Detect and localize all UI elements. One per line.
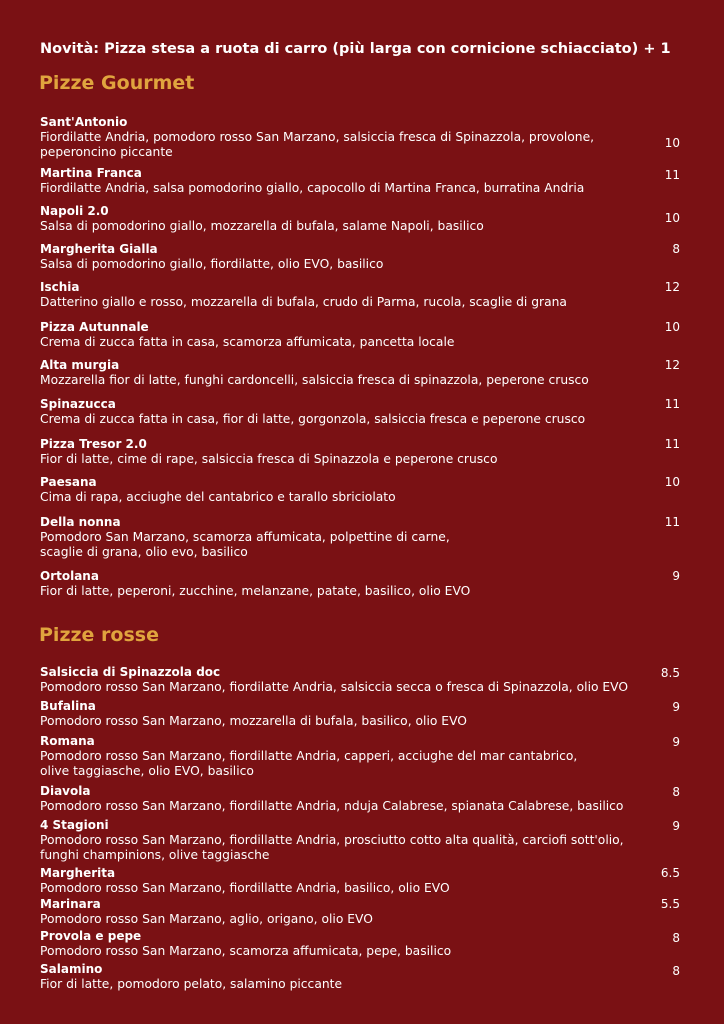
menu-item: [40, 784, 680, 814]
item-name: Spinazucca: [40, 397, 116, 411]
item-name: Pizza Tresor 2.0: [40, 437, 147, 451]
item-price: 12: [664, 358, 680, 372]
item-price: 6.5: [660, 866, 680, 880]
item-price: 8: [672, 931, 680, 945]
item-description-line2: funghi champinions, olive taggiasche: [40, 848, 270, 862]
item-price: 8: [672, 785, 680, 799]
item-name: Ortolana: [40, 569, 99, 583]
menu-item: [40, 115, 680, 160]
item-description: Cima di rapa, acciughe del cantabrico e tarallo sbriciolato: [40, 490, 396, 504]
item-price: 5.5: [660, 897, 680, 911]
item-description-line2: scaglie di grana, olio evo, basilico: [40, 545, 248, 559]
item-price: 11: [664, 397, 680, 411]
item-price: 8: [672, 242, 680, 256]
item-name: Marinara: [40, 897, 101, 911]
menu-item: [40, 320, 680, 350]
item-description: Pomodoro rosso San Marzano, fiordillatte Andria, capperi, acciughe del mar cantabrico,: [40, 749, 578, 763]
item-price: 11: [664, 168, 680, 182]
item-name: Romana: [40, 734, 95, 748]
item-name: Della nonna: [40, 515, 121, 529]
item-price: 9: [672, 569, 680, 583]
item-description: Mozzarella fior di latte, funghi cardoncelli, salsiccia fresca di spinazzola, peperone crusco: [40, 373, 589, 387]
menu-item: [40, 665, 680, 695]
menu-item: [40, 242, 680, 272]
item-price: 11: [664, 515, 680, 529]
item-price: 10: [664, 211, 680, 225]
item-name: Sant'Antonio: [40, 115, 128, 129]
menu-item: [40, 437, 680, 467]
item-price: 8: [672, 964, 680, 978]
item-description: Pomodoro rosso San Marzano, fiordillatte Andria, nduja Calabrese, spianata Calabrese, basilico: [40, 799, 624, 813]
menu-item: [40, 515, 680, 560]
item-price: 10: [664, 136, 680, 150]
item-price: 11: [664, 437, 680, 451]
item-price: 8.5: [660, 666, 680, 680]
item-name: 4 Stagioni: [40, 818, 109, 832]
item-name: Margherita Gialla: [40, 242, 158, 256]
menu-item: [40, 475, 680, 505]
item-price: 10: [664, 320, 680, 334]
item-description: Pomodoro rosso San Marzano, aglio, origano, olio EVO: [40, 912, 373, 926]
section-title-gourmet: Pizze Gourmet: [39, 72, 195, 94]
item-name: Salsiccia di Spinazzola doc: [40, 665, 221, 679]
item-price: 10: [664, 475, 680, 489]
menu-item: [40, 818, 680, 863]
item-name: Provola e pepe: [40, 929, 142, 943]
item-description: Fior di latte, cime di rape, salsiccia fresca di Spinazzola e peperone crusco: [40, 452, 498, 466]
notice-banner: Novità: Pizza stesa a ruota di carro (più larga con cornicione schiacciato) + 1: [40, 41, 671, 57]
item-price: 12: [664, 280, 680, 294]
menu-item: [40, 866, 680, 896]
menu-item: [40, 397, 680, 427]
menu-item: [40, 569, 680, 599]
item-description-line2: olive taggiasche, olio EVO, basilico: [40, 764, 254, 778]
item-description: Fiordilatte Andria, salsa pomodorino giallo, capocollo di Martina Franca, burratina Andria: [40, 181, 585, 195]
item-name: Paesana: [40, 475, 97, 489]
item-price: 9: [672, 735, 680, 749]
item-description: Salsa di pomodorino giallo, mozzarella di bufala, salame Napoli, basilico: [40, 219, 484, 233]
menu-item: [40, 280, 680, 310]
menu-item: [40, 734, 680, 779]
item-description: Crema di zucca fatta in casa, scamorza affumicata, pancetta locale: [40, 335, 455, 349]
item-name: Martina Franca: [40, 166, 142, 180]
item-description: Pomodoro rosso San Marzano, mozzarella di bufala, basilico, olio EVO: [40, 714, 467, 728]
item-name: Ischia: [40, 280, 80, 294]
item-price: 9: [672, 819, 680, 833]
menu-item: [40, 166, 680, 196]
item-description: Fior di latte, peperoni, zucchine, melanzane, patate, basilico, olio EVO: [40, 584, 471, 598]
item-name: Alta murgia: [40, 358, 120, 372]
item-name: Napoli 2.0: [40, 204, 109, 218]
menu-item: [40, 929, 680, 959]
menu-item: [40, 358, 680, 388]
item-description: Pomodoro rosso San Marzano, fiordilatte Andria, salsiccia secca o fresca di Spinazzola, olio EVO: [40, 680, 629, 694]
item-description: Pomodoro rosso San Marzano, fiordillatte Andria, basilico, olio EVO: [40, 881, 450, 895]
item-description: Pomodoro San Marzano, scamorza affumicata, polpettine di carne,: [40, 530, 450, 544]
section-title-rosse: Pizze rosse: [39, 624, 159, 646]
menu-item: [40, 897, 680, 927]
item-description: Fiordilatte Andria, pomodoro rosso San Marzano, salsiccia fresca di Spinazzola, provolone, peperoncino piccante: [40, 130, 595, 159]
menu-item: [40, 204, 680, 234]
item-description: Pomodoro rosso San Marzano, fiordillatte Andria, prosciutto cotto alta qualità, carciofi sott'olio,: [40, 833, 624, 847]
item-description: Crema di zucca fatta in casa, fior di latte, gorgonzola, salsiccia fresca e peperone crusco: [40, 412, 586, 426]
menu-item: [40, 962, 680, 992]
item-description: Fior di latte, pomodoro pelato, salamino piccante: [40, 977, 343, 991]
item-description: Salsa di pomodorino giallo, fiordilatte, olio EVO, basilico: [40, 257, 384, 271]
item-name: Diavola: [40, 784, 91, 798]
item-name: Salamino: [40, 962, 103, 976]
item-name: Bufalina: [40, 699, 96, 713]
item-description: Datterino giallo e rosso, mozzarella di bufala, crudo di Parma, rucola, scaglie di grana: [40, 295, 567, 309]
item-name: Margherita: [40, 866, 116, 880]
item-description: Pomodoro rosso San Marzano, scamorza affumicata, pepe, basilico: [40, 944, 452, 958]
menu-item: [40, 699, 680, 729]
item-price: 9: [672, 700, 680, 714]
item-name: Pizza Autunnale: [40, 320, 149, 334]
